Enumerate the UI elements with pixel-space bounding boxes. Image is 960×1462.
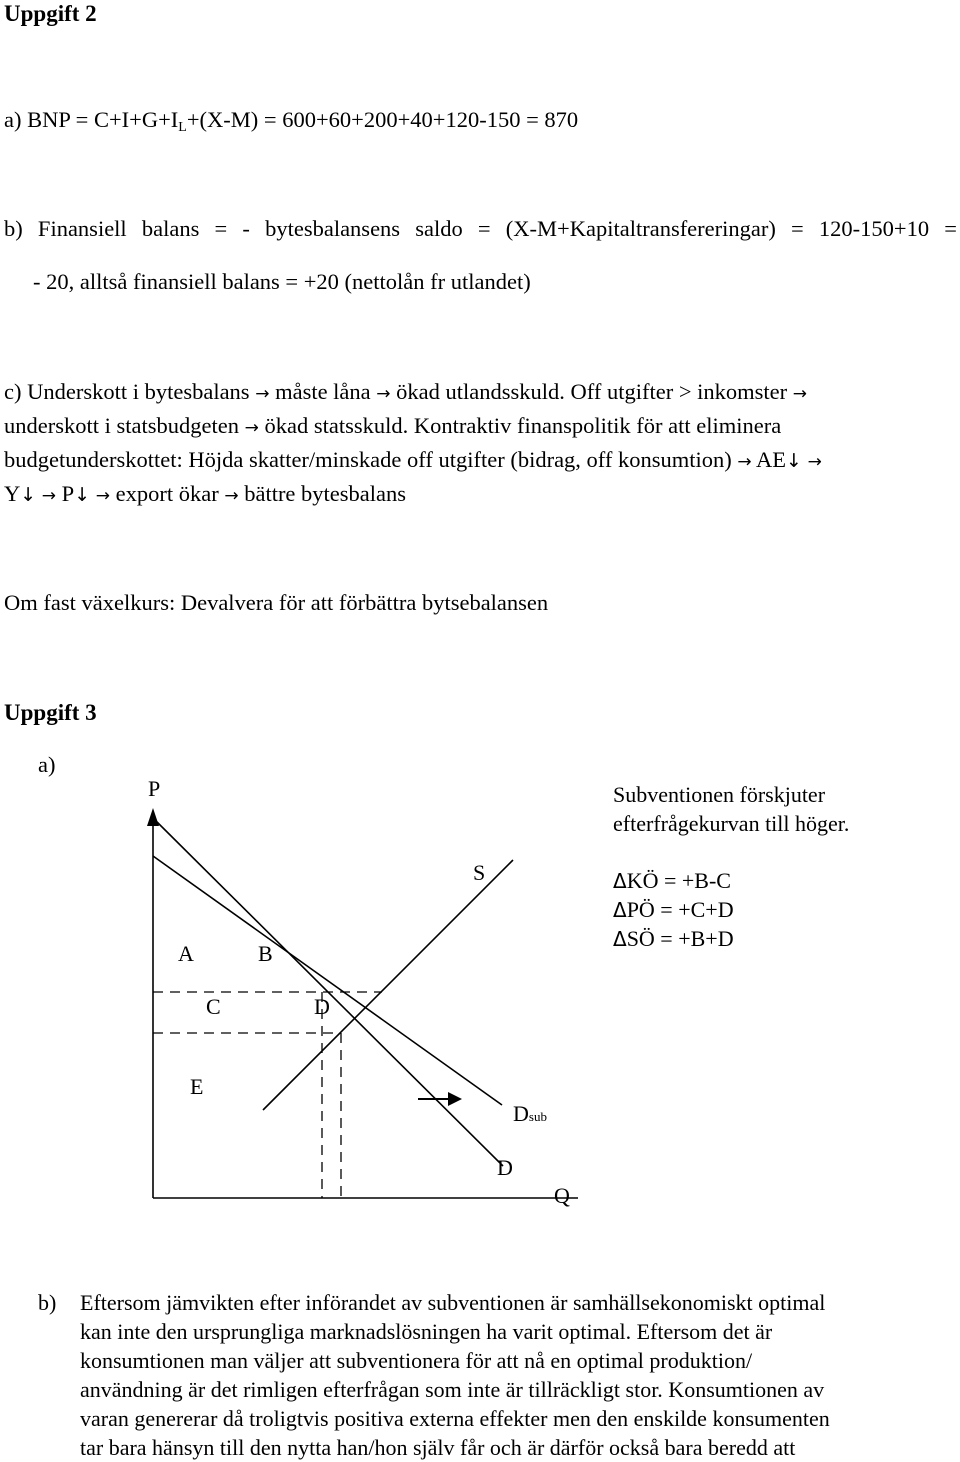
part-b-line-2: kan inte den ursprungliga marknadslösningen ha varit optimal. Eftersom det är [80,1319,773,1344]
c-text-4a: Y [4,481,21,506]
down-arrow-icon: ↓ [74,484,91,506]
c-text-4d: bättre bytesbalans [244,481,407,506]
delta-icon: Δ [613,927,627,951]
part-b-line-1: Eftersom jämvikten efter införandet av subventionen är samhällsekonomiskt optimal [80,1290,826,1315]
right-arrow-icon: → [807,452,822,472]
supply-curve-s [263,860,513,1110]
q-axis-label: Q [554,1183,570,1208]
area-e-label: E [190,1074,204,1099]
note-line-2: efterfrågekurvan till höger. [613,811,850,836]
delta-ko-text: KÖ = +B-C [626,868,731,893]
c-text-4b: P [61,481,75,506]
c-text-1b: måste låna [275,379,371,404]
part-b-line-3: konsumtionen man väljer att subventionera för att nå en optimal produktion/ [80,1348,753,1373]
part-b-label: b) [38,1290,57,1315]
right-arrow-icon: → [737,452,752,472]
right-arrow-icon: → [95,486,110,506]
delta-icon: Δ [613,898,627,922]
fixed-exchange-rate-text: Om fast växelkurs: Devalvera för att förbättra bytsebalansen [4,590,549,615]
delta-po [613,899,734,921]
dsub-subscript: sub [528,1109,547,1124]
note-line-1: Subventionen förskjuter [613,782,826,807]
right-arrow-icon: → [41,486,57,506]
delta-po-text: PÖ = +C+D [626,897,734,922]
c-text-3a: budgetunderskottet: Höjda skatter/minskade off utgifter (bidrag, off konsumtion) [4,447,732,472]
answer-a-post: +(X-M) = 600+60+200+40+120-150 = 870 [186,107,579,132]
c-text-2a: underskott i statsbudgeten [4,413,239,438]
c-text-1c: ökad utlandsskuld. Off utgifter > inkomster [396,379,788,404]
shift-arrow-icon [448,1092,462,1106]
c-text-3b: AE [756,447,787,472]
answer-b-line-2: - 20, alltså finansiell balans = +20 (nettolån fr utlandet) [33,269,531,294]
area-c-label: C [206,994,221,1019]
down-arrow-icon: ↓ [786,450,802,472]
down-arrow-icon: ↓ [20,484,37,506]
area-d-label: D [314,994,330,1019]
part-b-line-5: varan genererar då troligtvis positiva externa effekter men den enskilde konsumenten [80,1406,830,1431]
demand-curve-dsub [153,856,502,1105]
p-axis-label: P [148,776,161,801]
area-b-label: B [258,941,273,966]
d-curve-label: D [497,1155,513,1180]
part-b-line-6: tar bara hänsyn till den nytta han/hon själv får och är därför också bara beredd att [80,1435,796,1460]
heading-uppgift-3: Uppgift 3 [4,700,97,725]
heading-uppgift-2: Uppgift 2 [4,1,97,26]
answer-a-pre: a) BNP = C+I+G+I [4,107,179,132]
delta-ko [613,870,731,892]
c-text-1a: c) Underskott i bytesbalans [4,379,250,404]
right-arrow-icon: → [224,486,239,506]
s-curve-label: S [473,860,486,885]
right-arrow-icon: → [376,384,391,404]
c-text-4c: export ökar [115,481,219,506]
part-a-label: a) [38,752,56,777]
delta-so-text: SÖ = +B+D [626,926,734,951]
dsub-main: D [513,1101,529,1126]
right-arrow-icon: → [244,418,259,438]
area-a-label: A [178,941,194,966]
part-b-line-4: användning är det rimligen efterfrågan som inte är tillräckligt stor. Konsumtionen av [80,1377,825,1402]
dsub-curve-label [513,1103,547,1125]
right-arrow-icon: → [792,384,808,404]
c-text-2b: ökad statsskuld. Kontraktiv finanspolitik för att eliminera [264,413,782,438]
delta-so [613,928,734,950]
right-arrow-icon: → [255,384,270,404]
answer-b-line-1: b) Finansiell balans = - bytesbalansens saldo = (X-M+Kapitaltransfereringar) = 120-150+10 = [4,216,957,241]
delta-icon: Δ [613,869,627,893]
answer-a-subscript: L [178,120,187,135]
